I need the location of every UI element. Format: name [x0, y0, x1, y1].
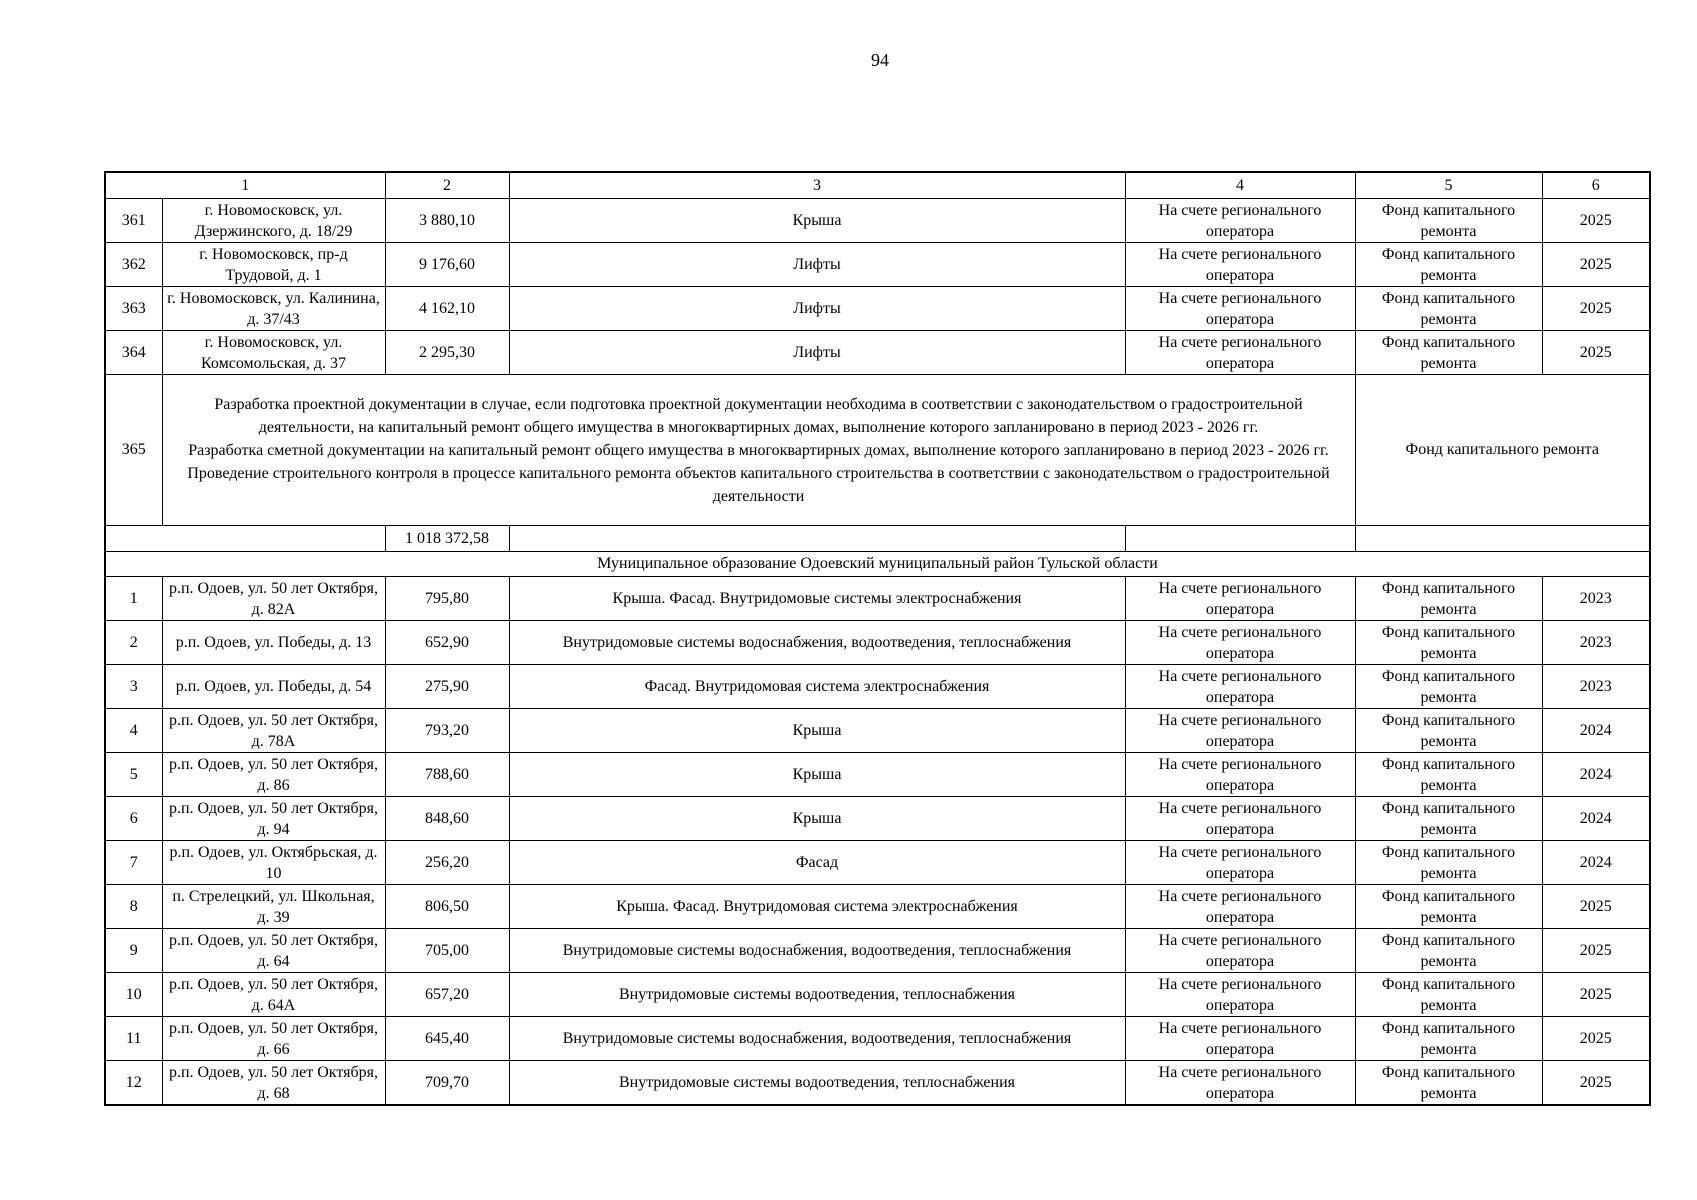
- year-cell: 2025: [1542, 1061, 1650, 1106]
- table-row: [105, 841, 1650, 885]
- works-cell: Крыша: [509, 709, 1125, 753]
- empty-cell: [105, 526, 385, 552]
- row-number-cell: 1: [105, 577, 162, 621]
- address-cell: г. Новомосковск, ул. Комсомольская, д. 37: [162, 331, 385, 375]
- area-cell: 2 295,30: [385, 331, 509, 375]
- funding-source-cell: Фонд капитального ремонта: [1355, 1061, 1542, 1106]
- page-number: 94: [871, 50, 889, 70]
- address-cell: р.п. Одоев, ул. 50 лет Октября, д. 86: [162, 753, 385, 797]
- row-number-cell: 7: [105, 841, 162, 885]
- table-row-365: [105, 375, 1650, 526]
- row-number-cell: 12: [105, 1061, 162, 1106]
- account-cell: На счете регионального оператора: [1125, 709, 1355, 753]
- address-cell: г. Новомосковск, ул. Дзержинского, д. 18/29: [162, 199, 385, 243]
- empty-cell: [509, 526, 1125, 552]
- year-cell: 2025: [1542, 287, 1650, 331]
- row-number-cell: 3: [105, 665, 162, 709]
- funding-source-cell: Фонд капитального ремонта: [1355, 243, 1542, 287]
- year-cell: 2023: [1542, 577, 1650, 621]
- table-row: [105, 331, 1650, 375]
- year-cell: 2025: [1542, 243, 1650, 287]
- row-number-cell: 363: [105, 287, 162, 331]
- account-cell: На счете регионального оператора: [1125, 753, 1355, 797]
- address-cell: р.п. Одоев, ул. Октябрьская, д. 10: [162, 841, 385, 885]
- table-row: [105, 199, 1650, 243]
- area-cell: 793,20: [385, 709, 509, 753]
- row-number-cell: 365: [105, 375, 162, 526]
- area-cell: 705,00: [385, 929, 509, 973]
- account-cell: На счете регионального оператора: [1125, 929, 1355, 973]
- table-row: [105, 929, 1650, 973]
- account-cell: На счете регионального оператора: [1125, 841, 1355, 885]
- area-cell: 652,90: [385, 621, 509, 665]
- funding-source-cell: Фонд капитального ремонта: [1355, 665, 1542, 709]
- row-number-cell: 4: [105, 709, 162, 753]
- description-paragraph: Проведение строительного контроля в процессе капитального ремонта объектов капитального строительства в соответствии с законодательством о градостроительной деятельности: [187, 464, 1330, 505]
- account-cell: На счете регионального оператора: [1125, 243, 1355, 287]
- year-cell: 2025: [1542, 929, 1650, 973]
- account-cell: На счете регионального оператора: [1125, 199, 1355, 243]
- table-row: [105, 287, 1650, 331]
- year-cell: 2024: [1542, 753, 1650, 797]
- works-cell: Лифты: [509, 243, 1125, 287]
- row-number-cell: 10: [105, 973, 162, 1017]
- row-number-cell: 6: [105, 797, 162, 841]
- table-row: [105, 709, 1650, 753]
- address-cell: р.п. Одоев, ул. Победы, д. 13: [162, 621, 385, 665]
- table-row: [105, 1017, 1650, 1061]
- year-cell: 2025: [1542, 199, 1650, 243]
- account-cell: На счете регионального оператора: [1125, 1017, 1355, 1061]
- row-number-cell: 364: [105, 331, 162, 375]
- funding-source-cell: Фонд капитального ремонта: [1355, 709, 1542, 753]
- area-cell: 657,20: [385, 973, 509, 1017]
- area-cell: 256,20: [385, 841, 509, 885]
- row-number-cell: 11: [105, 1017, 162, 1061]
- description-paragraph: Разработка сметной документации на капитальный ремонт общего имущества в многоквартирных домах, выполнение которого запланировано в период 2023 - 2026 гг.: [188, 441, 1329, 459]
- total-area-cell: 1 018 372,58: [385, 526, 509, 552]
- year-cell: 2025: [1542, 973, 1650, 1017]
- account-cell: На счете регионального оператора: [1125, 665, 1355, 709]
- funding-source-cell: Фонд капитального ремонта: [1355, 577, 1542, 621]
- area-cell: 3 880,10: [385, 199, 509, 243]
- section-title: Муниципальное образование Одоевский муниципальный район Тульской области: [105, 552, 1650, 577]
- works-cell: Лифты: [509, 331, 1125, 375]
- works-cell: Крыша. Фасад. Внутридомовая система электроснабжения: [509, 885, 1125, 929]
- header-col-1: 1: [105, 172, 385, 199]
- account-cell: На счете регионального оператора: [1125, 1061, 1355, 1106]
- funding-source-cell: Фонд капитального ремонта: [1355, 753, 1542, 797]
- description-paragraph: Разработка проектной документации в случае, если подготовка проектной документации необходима в соответствии с законодательством о градостроительной деятельности, на капитальный ремонт общего имущества в многоквартирных домах, выполнение которого запланировано в период 2023 - 2026 гг.: [214, 395, 1303, 436]
- works-cell: Крыша: [509, 797, 1125, 841]
- row-number-cell: 5: [105, 753, 162, 797]
- account-cell: На счете регионального оператора: [1125, 331, 1355, 375]
- address-cell: р.п. Одоев, ул. 50 лет Октября, д. 82А: [162, 577, 385, 621]
- year-cell: 2025: [1542, 1017, 1650, 1061]
- works-cell: Внутридомовые системы водоснабжения, водоотведения, теплоснабжения: [509, 1017, 1125, 1061]
- works-cell: Внутридомовые системы водоотведения, теплоснабжения: [509, 1061, 1125, 1106]
- year-cell: 2024: [1542, 709, 1650, 753]
- empty-cell: [1355, 526, 1650, 552]
- funding-source-cell: Фонд капитального ремонта: [1355, 621, 1542, 665]
- table-row: [105, 753, 1650, 797]
- empty-cell: [1125, 526, 1355, 552]
- address-cell: р.п. Одоев, ул. 50 лет Октября, д. 78А: [162, 709, 385, 753]
- funding-source-cell: Фонд капитального ремонта: [1355, 1017, 1542, 1061]
- address-cell: р.п. Одоев, ул. 50 лет Октября, д. 64А: [162, 973, 385, 1017]
- funding-source-cell: Фонд капитального ремонта: [1355, 841, 1542, 885]
- header-col-3: 3: [509, 172, 1125, 199]
- funding-source-cell: Фонд капитального ремонта: [1355, 797, 1542, 841]
- area-cell: 4 162,10: [385, 287, 509, 331]
- address-cell: г. Новомосковск, пр-д Трудовой, д. 1: [162, 243, 385, 287]
- account-cell: На счете регионального оператора: [1125, 797, 1355, 841]
- works-cell: Внутридомовые системы водоснабжения, водоотведения, теплоснабжения: [509, 621, 1125, 665]
- row-number-cell: 2: [105, 621, 162, 665]
- area-cell: 9 176,60: [385, 243, 509, 287]
- table-row: [105, 243, 1650, 287]
- area-cell: 645,40: [385, 1017, 509, 1061]
- works-cell: Фасад: [509, 841, 1125, 885]
- table-row: [105, 621, 1650, 665]
- works-cell: Крыша: [509, 199, 1125, 243]
- header-col-6: 6: [1542, 172, 1650, 199]
- header-col-4: 4: [1125, 172, 1355, 199]
- account-cell: На счете регионального оператора: [1125, 287, 1355, 331]
- year-cell: 2024: [1542, 841, 1650, 885]
- row-number-cell: 9: [105, 929, 162, 973]
- row-number-cell: 362: [105, 243, 162, 287]
- works-cell: Лифты: [509, 287, 1125, 331]
- header-col-5: 5: [1355, 172, 1542, 199]
- funding-source-cell: Фонд капитального ремонта: [1355, 375, 1650, 526]
- funding-source-cell: Фонд капитального ремонта: [1355, 929, 1542, 973]
- table-row: [105, 885, 1650, 929]
- works-cell: Внутридомовые системы водоотведения, теплоснабжения: [509, 973, 1125, 1017]
- funding-source-cell: Фонд капитального ремонта: [1355, 973, 1542, 1017]
- table-row: [105, 577, 1650, 621]
- row-number-cell: 361: [105, 199, 162, 243]
- year-cell: 2024: [1542, 797, 1650, 841]
- year-cell: 2023: [1542, 621, 1650, 665]
- address-cell: р.п. Одоев, ул. 50 лет Октября, д. 66: [162, 1017, 385, 1061]
- works-description-cell: [162, 375, 1355, 526]
- address-cell: п. Стрелецкий, ул. Школьная, д. 39: [162, 885, 385, 929]
- funding-source-cell: Фонд капитального ремонта: [1355, 287, 1542, 331]
- year-cell: 2023: [1542, 665, 1650, 709]
- address-cell: р.п. Одоев, ул. 50 лет Октября, д. 68: [162, 1061, 385, 1106]
- area-cell: 795,80: [385, 577, 509, 621]
- address-cell: р.п. Одоев, ул. 50 лет Октября, д. 94: [162, 797, 385, 841]
- area-cell: 848,60: [385, 797, 509, 841]
- area-cell: 275,90: [385, 665, 509, 709]
- funding-source-cell: Фонд капитального ремонта: [1355, 199, 1542, 243]
- row-number-cell: 8: [105, 885, 162, 929]
- header-col-2: 2: [385, 172, 509, 199]
- table-row: [105, 1061, 1650, 1106]
- area-cell: 709,70: [385, 1061, 509, 1106]
- year-cell: 2025: [1542, 885, 1650, 929]
- table-row: [105, 797, 1650, 841]
- table-row: [105, 665, 1650, 709]
- funding-source-cell: Фонд капитального ремонта: [1355, 331, 1542, 375]
- year-cell: 2025: [1542, 331, 1650, 375]
- address-cell: р.п. Одоев, ул. Победы, д. 54: [162, 665, 385, 709]
- funding-source-cell: Фонд капитального ремонта: [1355, 885, 1542, 929]
- account-cell: На счете регионального оператора: [1125, 885, 1355, 929]
- column-number-header: [105, 172, 1650, 199]
- address-cell: г. Новомосковск, ул. Калинина, д. 37/43: [162, 287, 385, 331]
- account-cell: На счете регионального оператора: [1125, 973, 1355, 1017]
- area-cell: 788,60: [385, 753, 509, 797]
- works-cell: Фасад. Внутридомовая система электроснабжения: [509, 665, 1125, 709]
- works-cell: Крыша. Фасад. Внутридомовые системы электроснабжения: [509, 577, 1125, 621]
- section-header-row: [105, 552, 1650, 577]
- account-cell: На счете регионального оператора: [1125, 577, 1355, 621]
- area-cell: 806,50: [385, 885, 509, 929]
- works-cell: Крыша: [509, 753, 1125, 797]
- account-cell: На счете регионального оператора: [1125, 621, 1355, 665]
- table-row: [105, 973, 1650, 1017]
- address-cell: р.п. Одоев, ул. 50 лет Октября, д. 64: [162, 929, 385, 973]
- repair-program-table: [104, 171, 1651, 1106]
- works-cell: Внутридомовые системы водоснабжения, водоотведения, теплоснабжения: [509, 929, 1125, 973]
- total-row: [105, 526, 1650, 552]
